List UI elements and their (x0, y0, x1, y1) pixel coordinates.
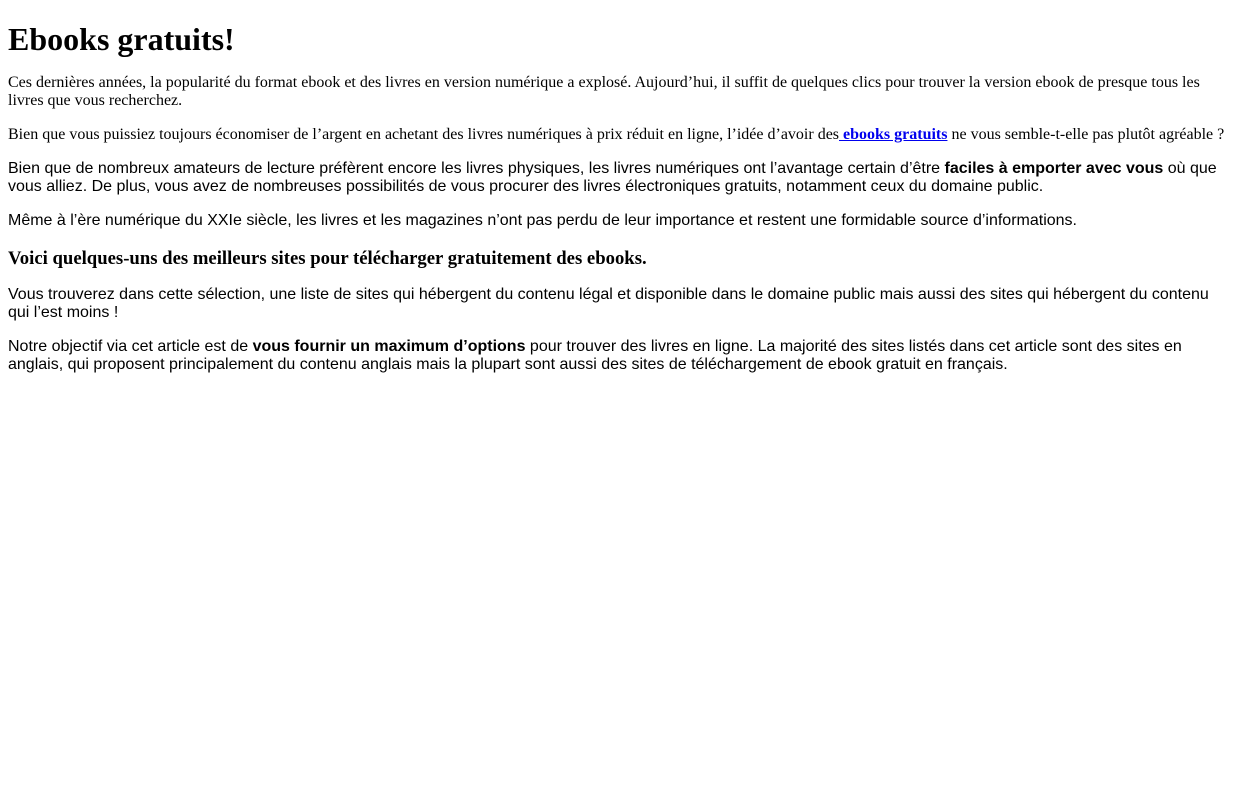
page-title: Ebooks gratuits! (8, 21, 235, 57)
physical-books-text-before: Bien que de nombreux amateurs de lecture préfèrent encore les livres physiques, les livres numériques ont l’avantage certain d’être (8, 160, 945, 177)
savings-paragraph (8, 126, 1232, 144)
selection-paragraph (8, 286, 1232, 322)
intro-text: Ces dernières années, la popularité du format ebook et des livres en version numérique a explosé. Aujourd’hui, il suffit de quelques clics pour trouver la version ebook de presque tous les livres que vous recherchez. (8, 74, 1200, 109)
objective-text-after: pour trouver des livres en ligne. La majorité des sites listés dans cet article sont des sites en anglais, qui proposent principalement du contenu anglais mais la plupart sont aussi des sites de téléchargement de ebook gratuit en français. (8, 338, 1182, 373)
physical-books-bold: faciles à emporter avec vous (944, 160, 1164, 177)
physical-books-text-after: où que vous alliez. De plus, vous avez de nombreuses possibilités de vous procurer des livres électroniques gratuits, notamment ceux du domaine public. (8, 160, 1217, 195)
digital-era-text: Même à l’ère numérique du XXIe siècle, les livres et les magazines n’ont pas perdu de leur importance et restent une formidable source d’informations. (8, 212, 1077, 229)
objective-text-before: Notre objectif via cet article est de (8, 338, 253, 355)
ebooks-gratuits-link[interactable]: ebooks gratuits (839, 126, 948, 143)
objective-bold: vous fournir un maximum d’options (252, 338, 526, 355)
savings-text-before: Bien que vous puissiez toujours économiser de l’argent en achetant des livres numériques à prix réduit en ligne, l’idée d’avoir des (8, 126, 840, 143)
objective-paragraph (8, 338, 1232, 374)
selection-text: Vous trouverez dans cette sélection, une liste de sites qui hébergent du contenu légal et disponible dans le domaine public mais aussi des sites qui hébergent du contenu qui l’est moins ! (8, 286, 1209, 321)
savings-text-after: ne vous semble-t-elle pas plutôt agréable ? (947, 126, 1225, 143)
digital-era-paragraph (8, 212, 1232, 230)
physical-books-paragraph (8, 160, 1232, 196)
section-heading: Voici quelques-uns des meilleurs sites pour télécharger gratuitement des ebooks. (8, 248, 647, 269)
intro-paragraph (8, 74, 1232, 110)
